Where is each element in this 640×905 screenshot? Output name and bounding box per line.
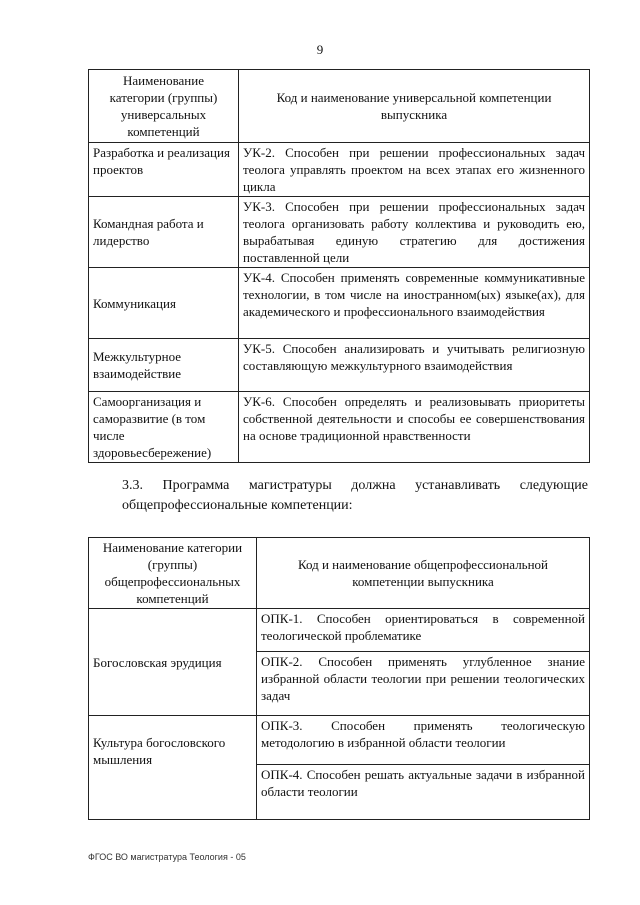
universal-competences-table: [88, 69, 590, 463]
competence-group-cell: [257, 716, 590, 820]
table-header-row: [89, 538, 590, 609]
table-row: [89, 197, 590, 268]
table-row: [89, 716, 590, 820]
competence-item: ОПК-1. Способен ориентироваться в современной теологической проблематике: [257, 609, 589, 652]
competence-cell: УК-3. Способен при решении профессиональных задач теолога организовать работу коллектива и руководить ею, вырабатывая единую стратегию для достижения поставленной цели: [239, 197, 590, 268]
table-row: [89, 143, 590, 197]
category-cell: Культура богословского мышления: [89, 716, 257, 820]
competence-cell: УК-6. Способен определять и реализовывать приоритеты собственной деятельности и способы ее совершенствования на основе традиционной нравственности: [239, 392, 590, 463]
competence-cell: УК-2. Способен при решении профессиональных задач теолога управлять проектом на всех этапах его жизненного цикла: [239, 143, 590, 197]
category-cell: Межкультурное взаимодействие: [89, 339, 239, 392]
competence-cell: УК-4. Способен применять современные коммуникативные технологии, в том числе на иностранном(ых) языке(ах), для академического и профессионального взаимодействия: [239, 268, 590, 339]
header-competence: Код и наименование общепрофессиональной компетенции выпускника: [257, 538, 590, 609]
competence-group-cell: [257, 609, 590, 716]
competence-item: ОПК-4. Способен решать актуальные задачи в избранной области теологии: [261, 767, 585, 799]
table-row: [89, 339, 590, 392]
header-category: Наименование категории (группы) общепрофессиональных компетенций: [89, 538, 257, 609]
category-cell: Самоорганизация и саморазвитие (в том числе здоровьесбережение): [89, 392, 239, 463]
paragraph-text: 3.3. Программа магистратуры должна устанавливать следующие общепрофессиональные компетенции:: [122, 478, 588, 513]
table-row: [89, 609, 590, 716]
table-header-row: [89, 70, 590, 143]
section-paragraph: [88, 476, 588, 516]
footer-text: ФГОС ВО магистратура Теология - 05: [88, 852, 246, 862]
header-category: Наименование категории (группы) универсальных компетенций: [89, 70, 239, 143]
category-cell: Богословская эрудиция: [89, 609, 257, 716]
category-cell: Коммуникация: [89, 268, 239, 339]
page-number: 9: [316, 42, 324, 57]
category-cell: Командная работа и лидерство: [89, 197, 239, 268]
table-row: [89, 392, 590, 463]
header-competence: Код и наименование универсальной компетенции выпускника: [239, 70, 590, 143]
table-row: [89, 268, 590, 339]
general-professional-competences-table: [88, 537, 590, 820]
competence-cell: УК-5. Способен анализировать и учитывать религиозную составляющую межкультурного взаимодействия: [239, 339, 590, 392]
competence-item: ОПК-2. Способен применять углубленное знание избранной области теологии при решении теологических задач: [261, 654, 585, 703]
category-cell: Разработка и реализация проектов: [89, 143, 239, 197]
competence-item: ОПК-3. Способен применять теологическую методологию в избранной области теологии: [257, 716, 589, 765]
